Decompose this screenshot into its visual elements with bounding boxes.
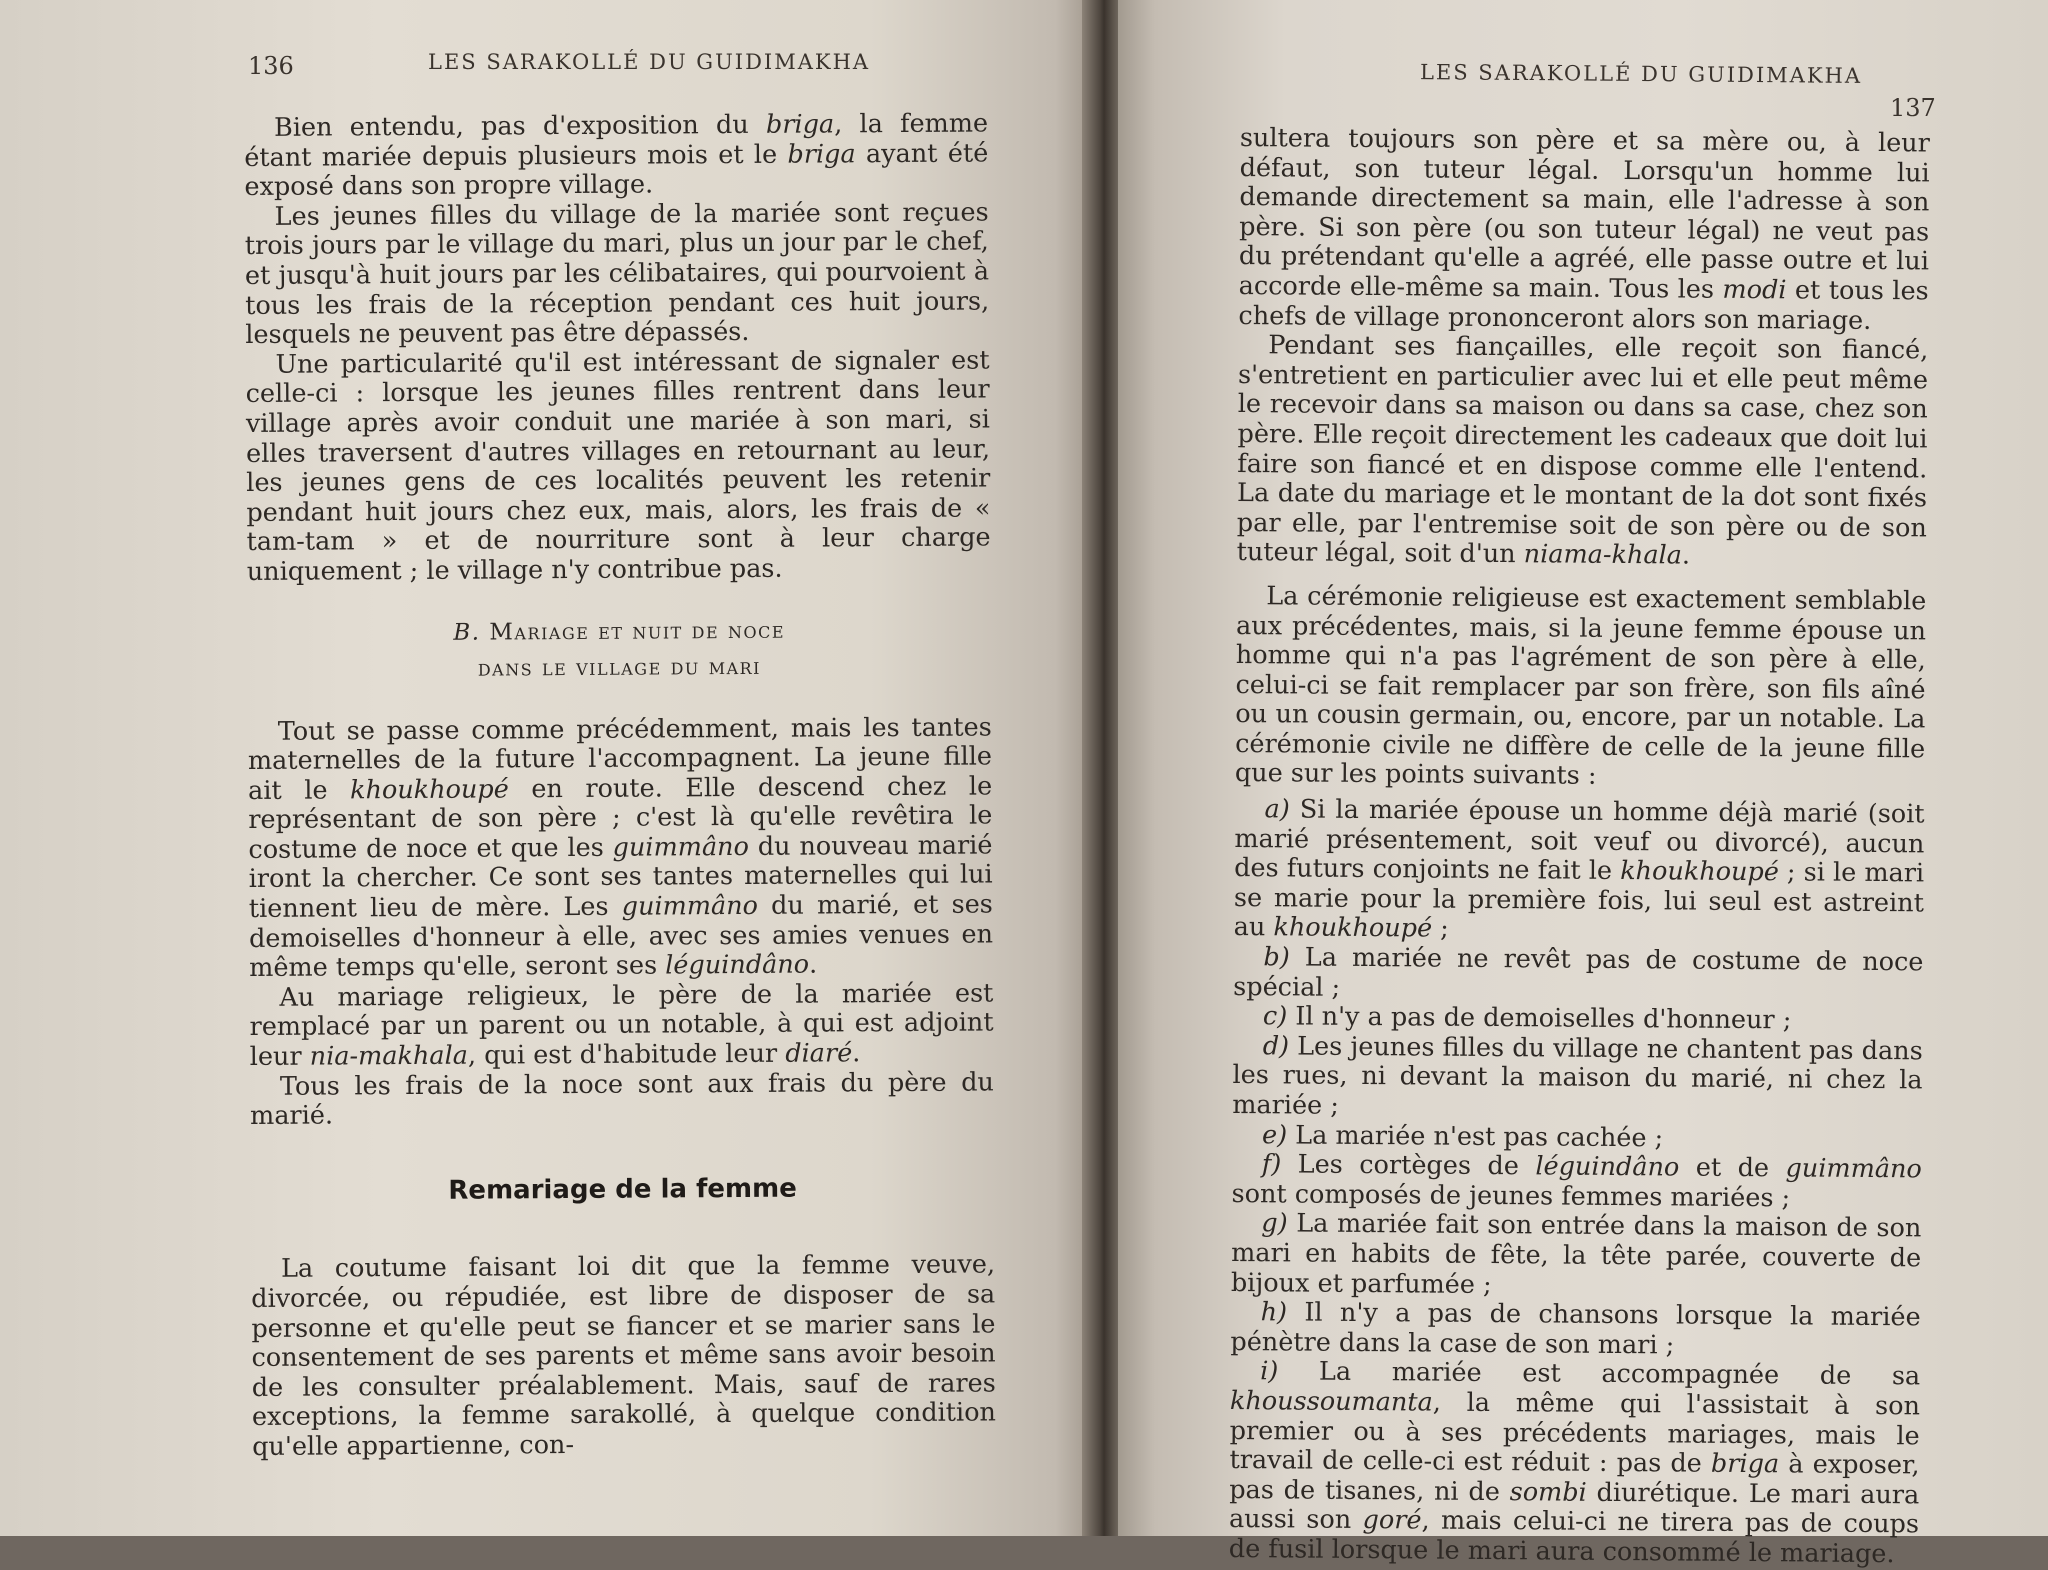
italic-term: a): [1264, 794, 1290, 825]
left-text-block: [244, 109, 996, 1462]
italic-term: goré: [1362, 1505, 1422, 1536]
text-run: , qui est d'habitude leur: [467, 1038, 786, 1071]
paragraph: [248, 713, 994, 984]
book-gutter: [1082, 0, 1122, 1536]
text-run: Tous les frais de la noce sont aux frais du père du marié.: [250, 1067, 995, 1132]
list-item: [1234, 795, 1925, 948]
text-run: La mariée ne revêt pas de costume de noce spécial ;: [1233, 942, 1924, 1003]
italic-term: khoussoumanta: [1229, 1385, 1433, 1418]
paragraph: [1235, 582, 1927, 795]
text-run: Si la mariée épouse un homme déjà marié (soit marié présentement, soit veuf ou divorcé), aucun des futurs conjoints ne fait le: [1234, 794, 1925, 887]
paragraph: [1237, 331, 1929, 573]
italic-term: léguindâno: [1535, 1151, 1680, 1183]
text-run: .: [809, 949, 818, 980]
paragraph: [245, 198, 990, 351]
text-run: La mariée n'est pas cachée ;: [1286, 1119, 1664, 1153]
text-run: du nouveau marié iront la chercher. Ce sont ses tantes maternelles qui lui tiennent lieu de mère. Les: [248, 830, 993, 925]
italic-term: briga: [1710, 1448, 1780, 1480]
subsection-title-line-1: Mariage et nuit de noce: [489, 617, 786, 646]
paragraph: [250, 1068, 994, 1132]
text-run: , mais celui-ci ne tirera pas de coups de fusil lorsque le mari aura consommé le mariage.: [1228, 1505, 1920, 1570]
italic-term: khoukhoupé: [1273, 912, 1433, 944]
text-run: en route. Elle descend chez le représentant de son père ; c'est là qu'elle revêtira le costume de noce et que les: [248, 771, 993, 865]
list-item: [1233, 943, 1923, 1008]
text-run: sultera toujours son père et sa mère ou, à leur défaut, son tuteur légal. Lorsqu'un homme lui demande directement sa main, elle l'adresse à son père. Si son père (ou son tuteur légal) ne veut pas du prétendant qu'elle a agréé, elle passe outre et lui accorde elle-même sa main. Tous les: [1238, 123, 1930, 305]
italic-term: sombi: [1509, 1476, 1587, 1508]
text-run: La coutume faisant loi dit que la femme veuve, divorcée, ou répudiée, est libre de disposer de sa personne et qu'elle peut se fiancer et se marier sans le consentement de ses parents et même sans avoir besoin de les consulter préalablement. Mais, sauf de rares exceptions, la femme sarakollé, à quelque condition qu'elle appartienne, con-: [251, 1249, 997, 1462]
text-run: .: [1681, 540, 1691, 571]
text-run: ayant été exposé dans son propre village.: [244, 138, 989, 203]
text-run: Une particularité qu'il est intéressant de signaler est celle-ci : lorsque les jeunes filles rentrent dans leur village après avoir conduit une mariée à son mari, si elles traversent d'autres villages en retournant au leur, les jeunes gens de ces localités peuvent les retenir pendant huit jours chez eux, mais, alors, les frais de « tam-tam » et de nourriture sont à leur charge uniquement ; le village n'y contribue pas.: [245, 345, 991, 587]
italic-term: niama-khala: [1523, 539, 1683, 571]
paragraph: [251, 1251, 996, 1463]
paragraph: [245, 346, 990, 587]
text-run: , la femme étant mariée depuis plusieurs mois et le: [244, 108, 989, 173]
text-run: du marié, et ses demoiselles d'honneur à elle, avec ses amies venues en même temps qu'elle, seront ses: [248, 889, 994, 984]
italic-term: b): [1263, 942, 1290, 973]
text-run: , la même qui l'assistait à son premier ou à ses précédents mariages, mais le travail de celle-ci est réduit : pas de: [1229, 1387, 1921, 1479]
list-item: [1229, 1357, 1921, 1570]
italic-term: léguindâno: [665, 949, 810, 981]
text-run: La mariée fait son entrée dans la maison de son mari en habits de fête, la tête parée, couverte de bijoux et parfumée ;: [1230, 1208, 1922, 1300]
text-run: Les jeunes filles du village de la mariée sont reçues trois jours par le village du mari, plus un jour par le chef, et jusqu'à huit jours par les célibataires, qui pourvoient à tous les frais de la réception pendant ces huit jours, lesquels ne peuvent pas être dépassés.: [244, 197, 990, 351]
italic-term: guimmâno: [621, 890, 759, 922]
text-run: Les cortèges de: [1281, 1149, 1536, 1182]
paragraph: [249, 979, 994, 1072]
section-title: Remariage de la femme: [448, 1173, 797, 1206]
text-run: Au mariage religieux, le père de la mariée est remplacé par un parent ou un notable, à qui est adjoint leur: [249, 978, 994, 1073]
text-run: sont composés de jeunes femmes mariées ;: [1231, 1178, 1791, 1214]
paragraph: [244, 109, 989, 202]
text-run: diurétique. Le mari aura aussi son: [1228, 1477, 1920, 1536]
italic-term: c): [1262, 1001, 1288, 1032]
text-run: La mariée est accompagnée de sa: [1278, 1356, 1921, 1392]
italic-term: d): [1262, 1031, 1290, 1062]
text-run: Il n'y a pas de demoiselles d'honneur ;: [1287, 1001, 1792, 1036]
right-page: [1118, 0, 2048, 1570]
text-run: et tous les chefs de village prononceront alors son mariage.: [1238, 275, 1929, 336]
paragraph: [1238, 124, 1930, 337]
text-run: Il n'y a pas de chansons lorsque la mariée pénètre dans la case de son mari ;: [1230, 1297, 1921, 1361]
italic-term: modi: [1722, 274, 1787, 306]
text-run: ; si le mari se marie pour la première fois, lui seul est astreint au: [1233, 857, 1925, 943]
italic-term: briga: [787, 138, 856, 170]
italic-term: briga: [765, 109, 835, 140]
text-run: ;: [1432, 913, 1449, 945]
subsection-heading: [247, 611, 991, 688]
italic-term: khoukhoupé: [349, 774, 509, 806]
italic-term: f): [1261, 1149, 1282, 1180]
italic-term: e): [1261, 1119, 1288, 1150]
page-number: 137: [1890, 94, 1936, 122]
text-run: Pendant ses fiançailles, elle reçoit son fiancé, s'entretient en particulier avec lui et elle peut même le recevoir dans sa maison ou dans sa case, chez son père. Elle reçoit directement les cadeaux que doit lui faire son fiancé et en dispose comme elle l'entend. La date du mariage et le montant de la dot sont fixés par elle, par l'entremise soit de son père ou de son tuteur légal, soit d'un: [1236, 330, 1929, 570]
text-run: Tout se passe comme précédemment, mais les tantes maternelles de la future l'accompagnent. La jeune fille ait le: [247, 711, 993, 806]
text-run: à exposer, pas de tisanes, ni de: [1229, 1449, 1920, 1507]
right-text-block: [1229, 124, 1930, 1570]
italic-term: g): [1261, 1208, 1288, 1239]
italic-term: guimmâno: [1785, 1153, 1922, 1185]
text-run: et de: [1679, 1152, 1786, 1184]
italic-term: diaré: [785, 1038, 853, 1069]
italic-term: h): [1260, 1297, 1288, 1328]
italic-term: guimmâno: [612, 831, 749, 863]
subsection-title-line-2: dans le village du mari: [477, 653, 762, 682]
text-run: Les jeunes filles du village ne chantent pas dans les rues, ni devant la maison du marié, ni chez la mariée ;: [1232, 1031, 1923, 1121]
text-run: .: [852, 1038, 861, 1069]
italic-term: i): [1260, 1356, 1279, 1387]
italic-term: nia-makhala: [309, 1040, 469, 1072]
text-run: La cérémonie religieuse est exactement semblable aux précédentes, mais, si la jeune femme épouse un homme qui n'a pas l'agrément de son père à elle, celui-ci se fait remplacer par son frère, son fils aîné ou un cousin germain, ou, encore, par un notable. La cérémonie civile ne diffère de celle de la jeune fille que sur les points suivants :: [1234, 581, 1927, 792]
text-run: Bien entendu, pas d'exposition du: [273, 109, 767, 143]
list-item: [1231, 1150, 1921, 1215]
running-head: LES SARAKOLLÉ DU GUIDIMAKHA: [428, 50, 871, 74]
list-item: [1232, 1032, 1923, 1126]
running-head: LES SARAKOLLÉ DU GUIDIMAKHA: [1419, 60, 1863, 88]
subsection-letter: B.: [453, 619, 481, 646]
list-item: [1230, 1298, 1920, 1363]
page-number: 136: [248, 52, 294, 80]
italic-term: khoukhoupé: [1620, 856, 1779, 888]
list-item: [1231, 1209, 1922, 1303]
